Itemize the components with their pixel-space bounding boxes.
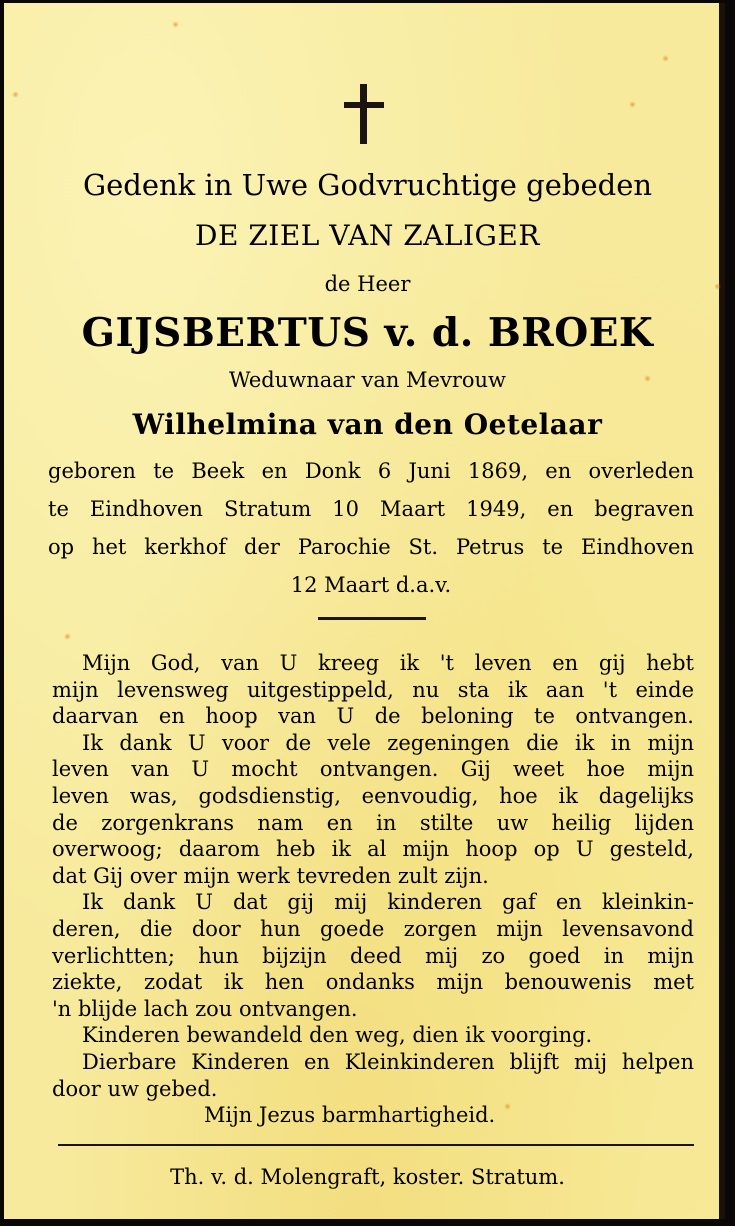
paper-speck (629, 101, 636, 108)
paper-speck (662, 55, 669, 62)
paper-speck (12, 91, 19, 98)
prayer-line: Ik dank U voor de vele zegeningen die ik in mijn (82, 730, 694, 755)
prayer-line: de zorgenkrans nam en in stilte uw heilig lijden (52, 810, 694, 835)
prayer-text (52, 650, 694, 1129)
title-line: de Heer (324, 272, 411, 296)
prayer-line: daarvan en hoop van U de beloning te ontvangen. (52, 704, 694, 729)
divider (318, 617, 426, 620)
prayer-line: ziekte, zodat ik hen ondanks mijn benouwenis met (52, 970, 694, 995)
bio-line: 12 Maart d.a.v. (290, 573, 452, 597)
prayer-line: mijn levensweg uitgestippeld, nu sta ik aan 't einde (52, 677, 694, 702)
prayer-line: leven was, godsdienstig, eenvoudig, hoe ik dagelijks (52, 783, 694, 808)
prayer-line: Ik dank U dat gij mij kinderen gaf en kleinkin- (82, 890, 694, 915)
latin-cross-icon (344, 84, 384, 144)
soul-line: DE ZIEL VAN ZALIGER (195, 219, 540, 252)
relation-line: Weduwnaar van Mevrouw (228, 368, 507, 392)
printer-footer: Th. v. d. Molengraft, koster. Stratum. (170, 1165, 565, 1189)
prayer-line: overwoog; daarom heb ik al mijn hoop op U gesteld, (52, 837, 694, 862)
paper-speck (64, 633, 71, 640)
prayer-line: leven van U mocht ontvangen. Gij weet hoe mijn (52, 757, 694, 782)
prayer-line: Kinderen bewandeld den weg, dien ik voorging. (82, 1023, 593, 1048)
deceased-name: GIJSBERTUS v. d. BROEK (81, 310, 654, 356)
paper-speck (172, 21, 179, 28)
prayer-line: Dierbare Kinderen en Kleinkinderen blijft mij helpen (82, 1049, 694, 1074)
spouse-name: Wilhelmina van den Oetelaar (132, 408, 603, 441)
biography (48, 452, 694, 604)
prayer-line: verlichtten; hun bijzijn deed mij zo goed in mijn (52, 943, 694, 968)
prayer-line: door uw gebed. (52, 1076, 218, 1101)
invocation-line: Gedenk in Uwe Godvruchtige gebeden (82, 168, 653, 202)
bio-line: op het kerkhof der Parochie St. Petrus te Eindhoven (48, 535, 694, 559)
prayer-line: dat Gij over mijn werk tevreden zult zijn. (52, 863, 489, 888)
prayer-line: Mijn Jezus barmhartigheid. (204, 1103, 496, 1128)
prayer-line: 'n blijde lach zou ontvangen. (52, 996, 358, 1021)
footer-divider (58, 1144, 694, 1146)
bio-line: te Eindhoven Stratum 10 Maart 1949, en begraven (48, 497, 694, 521)
prayer-line: Mijn God, van U kreeg ik 't leven en gij hebt (82, 651, 694, 675)
bio-line: geboren te Beek en Donk 6 Juni 1869, en overleden (48, 459, 694, 483)
prayer-line: deren, die door hun goede zorgen mijn levensavond (52, 916, 694, 941)
